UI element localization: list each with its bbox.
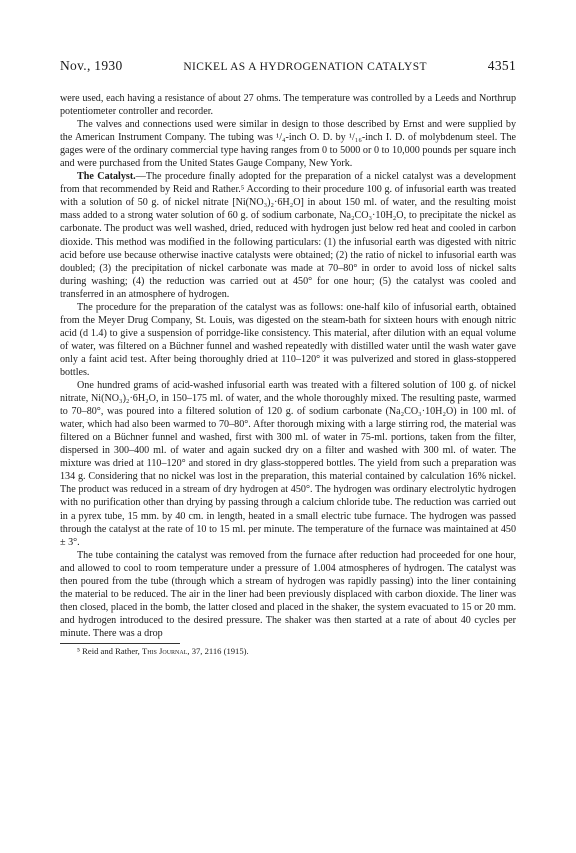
header-date: Nov., 1930 <box>60 58 123 73</box>
paragraph-5: One hundred grams of acid-washed infusorial earth was treated with a filtered solution of 100 g. of nickel nitrate, Ni(NO₃)₂·6H₂O, in 150–175 ml. of water, and the whole thoroughly mixed. The resulting paste, warmed to 70–80°, was poured into a filtered solution of 120 g. of sodium carbonate (Na₂CO₃·10H₂O) in 100 ml. of water, which had also been warmed to 70–80°. After thorough mixing with a large stirring rod, the material was filtered on a Büchner funnel and washed, first with 300 ml. of water in 75-ml. portions, taken from the filter, dispersed in 300–400 ml. of water and again sucked dry on a filter and washed with 300 ml. of water. The mixture was dried at 110–120° and stored in dry glass-stoppered bottles. The yield from such a preparation was 134 g. Considering that no nickel was lost in the preparation, this material contained by calculation 16% nickel. The product was reduced in a stream of dry hydrogen at 450°. The hydrogen was ordinary electrolytic hydrogen with no purification other than drying by passing through a calcium chloride tube. The reduction was carried out in a pyrex tube, 15 mm. by 40 cm. in length, heated in a small electric tube furnace. The hydrogen was passed through the catalyst at the rate of 10 to 15 ml. per minute. The temperature of the furnace was maintained at 450 ± 3°. <box>60 380 516 548</box>
footnote-mark: ⁵ <box>77 645 80 656</box>
paragraph-1: were used, each having a resistance of about 27 ohms. The temperature was controlled by a Leeds and Northrup potentiometer controller and recorder. <box>60 93 516 118</box>
running-header <box>60 58 516 74</box>
paragraph-catalyst <box>60 170 516 300</box>
header-title: NICKEL AS A HYDROGENATION CATALYST <box>183 61 427 73</box>
section-text: —The procedure finally adopted for the preparation of a nickel catalyst was a development from that recommended by Reid and Rather.⁵ According to their procedure 100 g. of infusorial earth was treated with a solution of 50 g. of nickel nitrate [Ni(NO₃)₂·6H₂O] in about 150 ml. of water, and the resulting moist mass added to a strong water solution of 60 g. of sodium carbonate, Na₂CO₃·10H₂O, to precipitate the nickel as carbonate. The product was well washed, dried, reduced with hydrogen just below red heat and cooled in carbon dioxide. This method was modified in the following particulars: (1) the infusorial earth was digested with nitric acid before use because otherwise inactive catalysts were obtained; (2) the ratio of nickel to infusorial earth was doubled; (3) the precipitation of nickel carbonate was made at 70–80° in order to avoid loss of nickel salts during washing; (4) the reduction was carried out at 450° for one hour; (5) the catalyst was cooled and transferred in an atmosphere of hydrogen. <box>60 171 517 300</box>
article-body <box>60 92 516 640</box>
footnote-citation: 37, 2116 (1915). <box>191 645 249 656</box>
footnote-authors: Reid and Rather, <box>82 645 140 656</box>
footnote-rule <box>60 643 180 644</box>
page-number: 4351 <box>487 58 516 73</box>
paragraph-6: The tube containing the catalyst was removed from the furnace after reduction had proceeded for one hour, and allowed to cool to room temperature under a pressure of 1.004 atmospheres of hydrogen. The catalyst was then poured from the tube (through which a stream of hydrogen was rapidly passing) into the liner containing the material to be reduced. The air in the liner had been previously displaced with carbon dioxide. The liner was then closed, placed in the bomb, the latter closed and placed in the shaker, the system evacuated to 15 or 20 mm. and hydrogen introduced to the desired pressure. The shaker was then started at a rate of about 40 cycles per minute. There was a drop <box>60 549 516 639</box>
section-heading: The Catalyst. <box>77 171 136 183</box>
footnote <box>60 646 516 657</box>
paragraph-4: The procedure for the preparation of the catalyst was as follows: one-half kilo of infusorial earth, obtained from the Meyer Drug Company, St. Louis, was digested on the steam-bath for sixteen hours with enough nitric acid (d 1.4) to give a suspension of porridge-like consistency. This material, after dilution with an equal volume of water, was filtered on a Büchner funnel and washed repeatedly with distilled water until the wash water gave only a faint acid test. After being thoroughly dried at 110–120° it was pulverized and stored in glass-stoppered bottles. <box>60 301 516 378</box>
footnote-journal: This Journal, <box>141 645 190 656</box>
paragraph-2: The valves and connections used were similar in design to those described by Ernst and were supplied by the American Instrument Company. The tubing was ¹/₄-inch O. D. by ¹/₁₆-inch I. D. of molybdenum steel. The gages were of the ordinary commercial type having ranges from 0 to 5000 or 0 to 10,000 pounds per square inch and were purchased from the United States Gauge Company, New York. <box>60 119 516 170</box>
